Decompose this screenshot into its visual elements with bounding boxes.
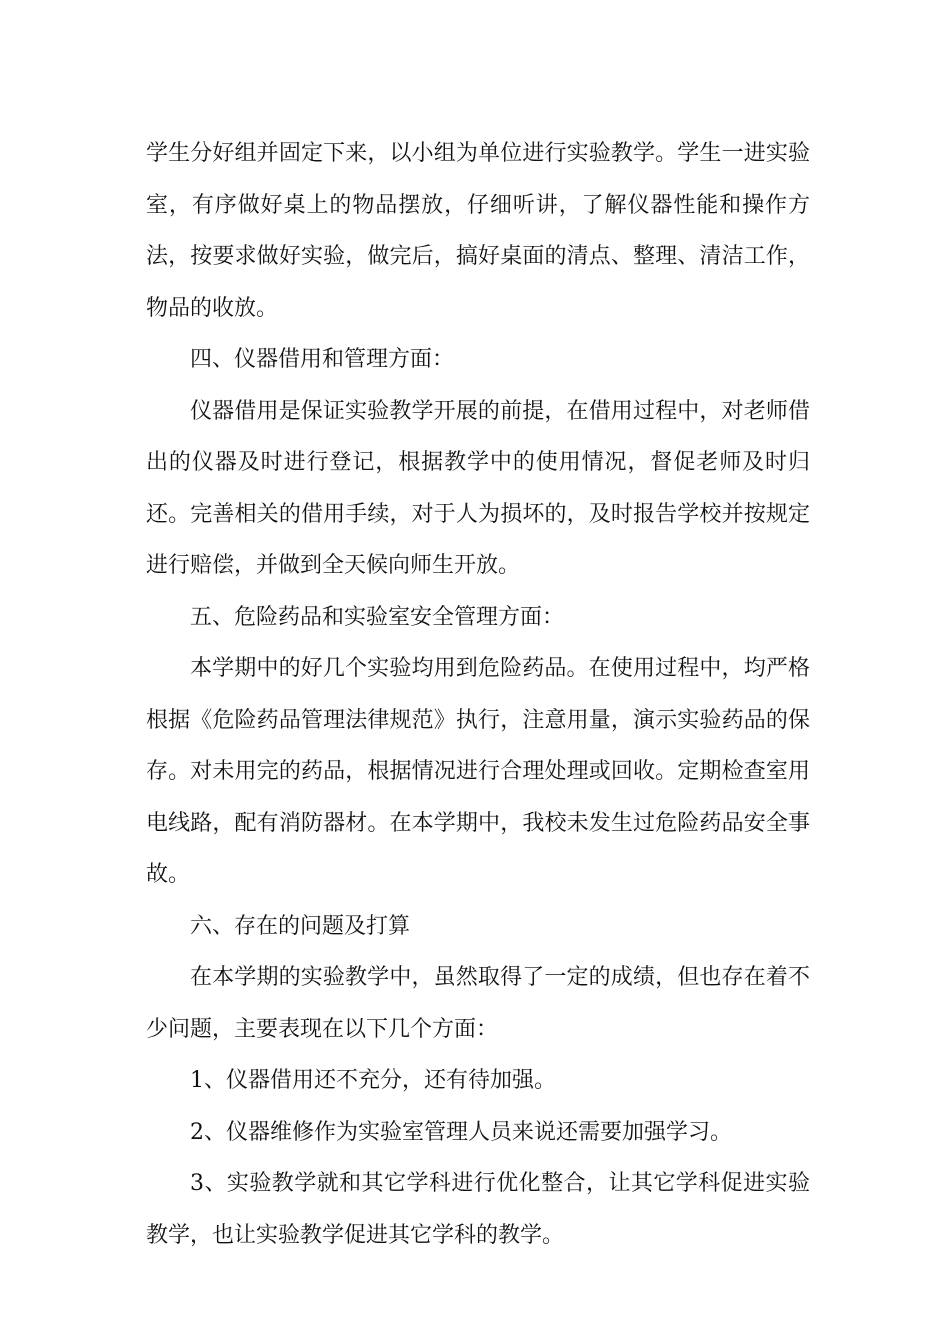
list-item-2: 2、仪器维修作为实验室管理人员来说还需要加强学习。	[190, 1119, 732, 1145]
list-item-1: 1、仪器借用还不充分，还有待加强。	[190, 1068, 556, 1093]
paragraph-instrument-borrowing: 仪器借用是保证实验教学开展的前提，在借用过程中，对老师借出的仪器及时进行登记，根据教学中的使用情况，督促老师及时归还。完善相关的借用手续，对于人为损坏的，及时报告学校并按规定进行赔偿，并做到全天候向师生开放。	[146, 398, 810, 578]
paragraph-hazardous-chemicals: 本学期中的好几个实验均用到危险药品。在使用过程中，均严格根据《危险药品管理法律规范》执行，注意用量，演示实验药品的保存。对未用完的药品，根据情况进行合理处理或回收。定期检查室用电线路，配有消防器材。在本学期中，我校未发生过危险药品安全事故。	[146, 656, 810, 887]
section-heading-4: 四、仪器借用和管理方面：	[190, 347, 455, 372]
list-item-3: 3、实验教学就和其它学科进行优化整合，让其它学科促进实验教学，也让实验教学促进其它学科的教学。	[146, 1171, 810, 1248]
paragraph-continued: 学生分好组并固定下来，以小组为单位进行实验教学。学生一进实验室，有序做好桌上的物品摆放，仔细听讲，了解仪器性能和操作方法，按要求做好实验，做完后，搞好桌面的清点、整理、清洁工作，物品的收放。	[146, 141, 810, 321]
document-body	[146, 128, 810, 1261]
section-heading-5: 五、危险药品和实验室安全管理方面：	[190, 604, 565, 630]
section-heading-6: 六、存在的问题及打算	[190, 913, 411, 939]
paragraph-problems-intro: 在本学期的实验教学中，虽然取得了一定的成绩，但也存在着不少问题，主要表现在以下几个方面：	[146, 965, 810, 1042]
